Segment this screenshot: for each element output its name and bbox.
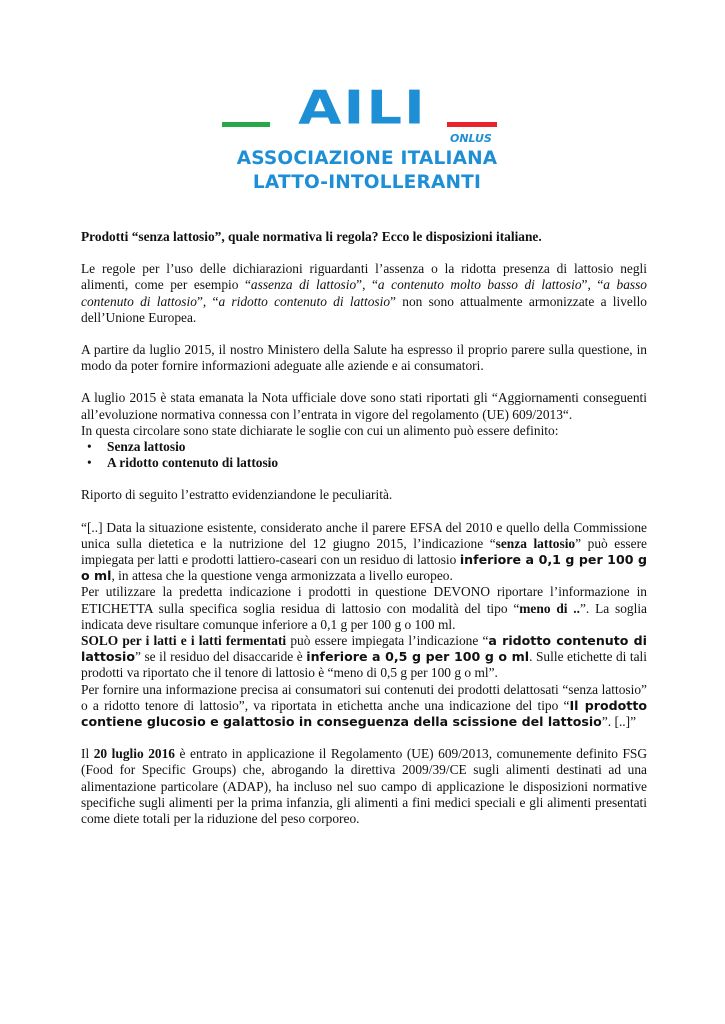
document-title: Prodotti “senza lattosio”, quale normativa li regola? Ecco le disposizioni italiane.: [81, 229, 542, 244]
paragraph-ministry: A partire da luglio 2015, il nostro Ministero della Salute ha espresso il proprio parere sulla questione, in modo da poter fornire informazioni adeguate alle aziende e ai consumatori.: [81, 342, 647, 374]
logo-green-bar: [222, 122, 270, 127]
document-body: [81, 229, 647, 827]
paragraph-estratto: Riporto di seguito l’estratto evidenziandone le peculiarità.: [81, 487, 393, 503]
list-item: • A ridotto contenuto di lattosio: [107, 455, 647, 471]
logo-line-2: LATTO-INTOLLERANTI: [252, 172, 482, 193]
logo-brand: AILI: [298, 81, 427, 136]
paragraph-intro: Le regole per l’uso delle dichiarazioni riguardanti l’assenza o la ridotta presenza di lattosio negli alimenti, come per esempio “assenza di lattosio”, “a contenuto molto basso di lattosio”, “a basso contenuto di lattosio”, “a ridotto contenuto di lattosio” non sono attualmente armonizzate a livello dell’Unione Europea.: [81, 261, 648, 325]
logo-line-1: ASSOCIAZIONE ITALIANA: [236, 148, 498, 169]
list-item: • Senza lattosio: [107, 439, 647, 455]
quote-etichetta: Per utilizzare la predetta indicazione i prodotti in questione DEVONO riportare l’informazione in ETICHETTA sulla specifica soglia residua di lattosio con modalità del tipo “meno di ..”. La soglia indicata deve risultare comunque inferiore a 0,1 g per 100 g o 100 ml.: [81, 584, 647, 632]
quote-ridotto: SOLO per i latti e i latti fermentati può essere impiegata l’indicazione “a ridotto contenuto di lattosio” se il residuo del disaccaride è inferiore a 0,5 g per 100 g o ml. Sulle etichette di tali prodotti va riportato che il tenore di lattosio è “meno di 0,5 g per 100 g o ml”.: [81, 633, 647, 681]
paragraph-soglie: In questa circolare sono state dichiarate le soglie con cui un alimento può essere definito:: [81, 422, 559, 438]
quote-glucosio: Per fornire una informazione precisa ai consumatori sui contenuti dei prodotti delattosati “senza lattosio” o a ridotto tenore di lattosio”, va riportata in etichetta anche una indicazione del tipo “Il prodotto contiene glucosio e galattosio in conseguenza della scissione del lattosio”. [..]”: [81, 681, 648, 730]
paragraph-regolamento: Il 20 luglio 2016 è entrato in applicazione il Regolamento (UE) 609/2013, comunemente definito FSG (Food for Specific Groups) che, abrogando la direttiva 2009/39/CE sugli alimenti destinati ad una alimentazione particolare (ADAP), ha incluso nel suo campo di applicazione le disposizioni normative specifiche sugli alimenti per la prima infanzia, gli alimenti a fini medici speciali e gli alimenti presentati come diete totali per la riduzione del peso corporeo.: [81, 746, 648, 827]
quote-senza-lattosio: “[..] Data la situazione esistente, considerato anche il parere EFSA del 2010 e quello della Commissione unica sulla dietetica e la nutrizione del 12 giugno 2015, l’indicazione “senza lattosio” può essere impiegata per latti e prodotti lattiero-caseari con un residuo di lattosio inferiore a 0,1 g per 100 g o ml, in attesa che la questione venga armonizzata a livello europeo.: [81, 519, 647, 584]
logo-onlus: ONLUS: [450, 132, 492, 145]
aili-logo: [222, 81, 512, 202]
bullet-list: [81, 439, 647, 471]
paragraph-nota: A luglio 2015 è stata emanata la Nota ufficiale dove sono stati riportati gli “Aggiornamenti conseguenti all’evoluzione normativa connessa con l’entrata in vigore del regolamento (UE) 609/2013“.: [81, 390, 647, 422]
